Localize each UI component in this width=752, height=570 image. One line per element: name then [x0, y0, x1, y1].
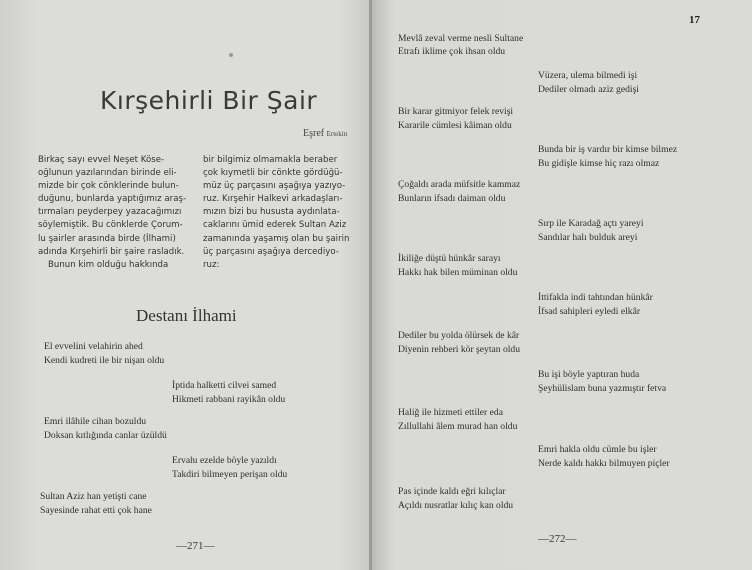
text-column-2 — [203, 154, 361, 272]
verse-line: Etrafı iklime çok ihsan oldu — [398, 46, 506, 57]
verse-line: Sandılar halı bulduk areyi — [538, 232, 638, 243]
top-page-number: 17 — [689, 14, 700, 26]
verse-line: Bu gidişle kimse hiç razı olmaz — [538, 158, 660, 169]
verse-line: Emri hakla oldu cümle bu işler — [538, 444, 657, 455]
verse-line: Diyenin rehberi kör şeytan oldu — [398, 344, 521, 355]
verse-line: Takdiri bilmeyen perişan oldu — [172, 469, 288, 480]
verse-line: Nerde kaldı hakkı bilmuyen piçler — [538, 458, 670, 469]
verse-line: Hikmeti rabbani rayikân oldu — [172, 394, 286, 405]
article-title: Kırşehirli Bir Şair — [100, 86, 318, 115]
verse-line: Açıldı nusratlar kılıç kan oldu — [398, 500, 514, 511]
verse-line: Dediler bu yolda ölürsek de kâr — [398, 330, 520, 341]
verse-line: Çoğaldı arada müfsitle kammaz — [398, 179, 521, 190]
text-line: tırmaları peyderpey yazacağımızı — [38, 207, 182, 218]
poem-title: Destanı İlhami — [136, 306, 237, 325]
page-number: —272— — [538, 533, 577, 545]
verse-line: Şeyhülislam buna yazmıştır fetva — [538, 383, 667, 394]
verse-line: Doksan kıtlığında canlar üzüldü — [44, 430, 167, 441]
verse-line: Pas içinde kaldı eğri kılıçlar — [398, 486, 506, 497]
verse-line: Zıllullahi âlem murad han oldu — [398, 421, 518, 432]
text-line: çok kıymetli bir cönkte gördüğü- — [203, 168, 343, 179]
text-line: Birkaç sayı evvel Neşet Köse- — [38, 155, 165, 165]
verse-line: Haliğ ile hizmeti ettiler eda — [398, 407, 503, 418]
verse-line: El evvelini velahirin ahed — [44, 341, 143, 352]
verse-line: İfsad sahipleri eyledi elkâr — [538, 306, 641, 317]
right-page — [372, 0, 752, 570]
verse-line: Vüzera, ulema bilmedi işi — [538, 70, 638, 81]
verse-line: İttifakla indi tahtından hünkâr — [538, 292, 653, 303]
verse-line: Bunda bir iş vardır bir kimse bilmez — [538, 144, 678, 155]
author-name: Eşref — [303, 128, 325, 139]
verse-line: Ervahı ezelde böyle yazıldı — [172, 455, 277, 466]
text-line: adında Kırşehirli bir şaire rasladık. — [38, 246, 185, 257]
text-line: üç parçasını aşağıya dercediyo- — [203, 246, 339, 257]
verse-line: Kararile cümlesi kâiman oldu — [398, 120, 512, 131]
verse-line: İptida halketti cilvei samed — [172, 380, 277, 391]
author-suffix: Ertekin — [326, 130, 348, 138]
verse-line: Dediler olmadı aziz gedişi — [538, 84, 639, 95]
text-line: mizde bir çok cönklerinde bulun- — [38, 181, 179, 192]
text-line: lu şairler arasında birde (İlhami) — [38, 233, 176, 244]
verse-line: İkiliğe düştü hünkâr sarayı — [398, 253, 501, 264]
verse-line: Bir karar gitmiyor felek revişi — [398, 106, 514, 117]
article-author — [303, 128, 347, 139]
verse-line: Kendi kudreti ile bir nişan oldu — [44, 355, 165, 366]
verse-line: Emri ilâhile cihan bozuldu — [44, 416, 147, 427]
left-page — [0, 0, 370, 570]
text-line: oğlunun yazılarından birinde eli- — [38, 168, 177, 179]
text-line: söylemiştik. Bu cönklerde Çorum- — [38, 220, 183, 231]
text-line: duğunu, bunlarda yaptığımız araş- — [38, 194, 187, 205]
verse-line: Bu işi böyle yaptıran huda — [538, 369, 640, 380]
ornament-dot — [229, 53, 233, 57]
text-line: ruz: — [203, 259, 220, 270]
text-line: caklarını ümid ederek Sultan Aziz — [203, 220, 347, 231]
text-line: müz üç parçasını aşağıya yazıyo- — [203, 181, 346, 192]
text-line: zamanında yaşamış olan bu şairin — [203, 233, 350, 244]
text-line: mızın bizi bu hususta aydınlata- — [203, 207, 340, 218]
text-line: ruz. Kırşehir Halkevi arkadaşları- — [203, 194, 343, 205]
verse-line: Bunların ifsadı daiman oldu — [398, 193, 506, 204]
verse-line: Mevlâ zeval verme nesli Sultane — [398, 33, 524, 44]
page-number: —271— — [176, 540, 215, 552]
text-line: Bunun kim olduğu hakkında — [48, 259, 169, 270]
verse-line: Sırp ile Karadağ açtı yareyi — [538, 218, 644, 229]
verse-line: Hakkı hak bilen müminan oldu — [398, 267, 518, 278]
text-line: bir bilgimiz olmamakla beraber — [203, 155, 338, 165]
verse-line: Sayesinde rahat etti çok hane — [40, 505, 152, 516]
text-column-1 — [38, 154, 198, 272]
verse-line: Sultan Aziz han yetişti cane — [40, 491, 147, 502]
